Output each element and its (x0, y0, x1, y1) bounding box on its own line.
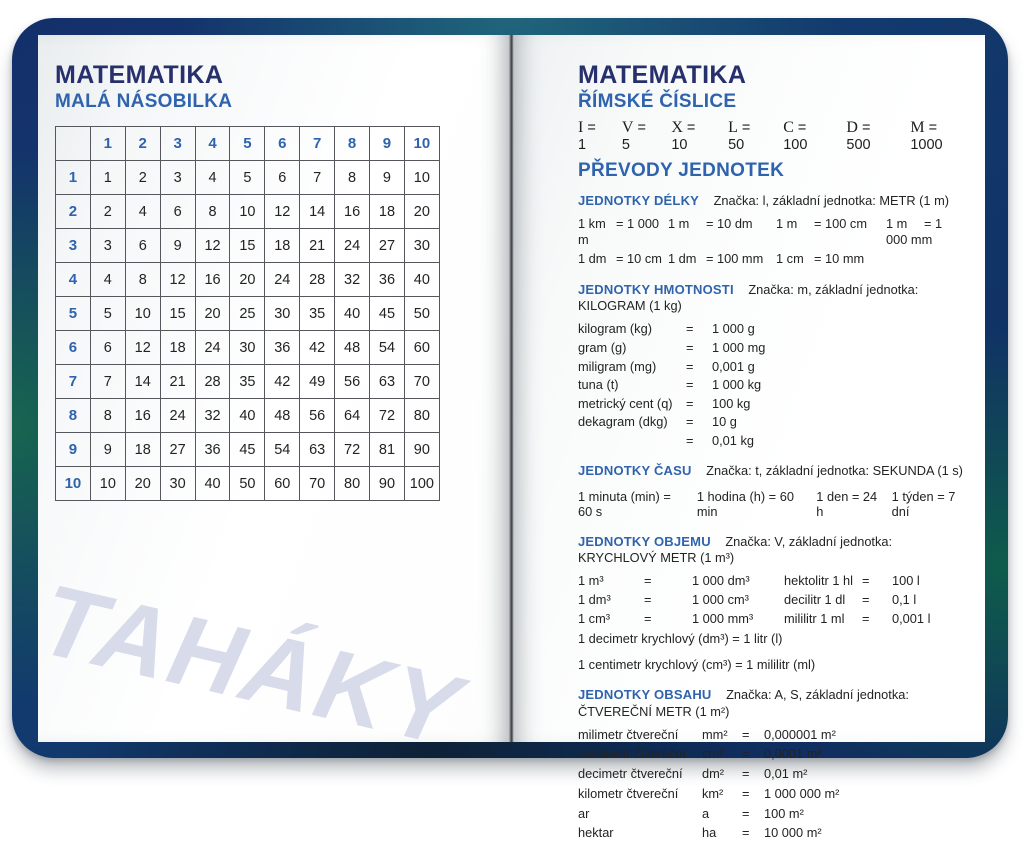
mult-cell: 36 (265, 331, 300, 365)
mult-cell: 16 (195, 263, 230, 297)
roman-numerals-line (578, 119, 967, 153)
mult-cell: 42 (300, 331, 335, 365)
area-value: 10 000 m² (764, 825, 822, 841)
mult-cell: 21 (160, 365, 195, 399)
mult-cell: 2 (90, 195, 125, 229)
mult-col-header: 2 (125, 127, 160, 161)
mult-cell: 27 (370, 229, 405, 263)
volume-conversions (578, 574, 967, 626)
length-pair (886, 216, 967, 248)
volume-value: 100 l (892, 573, 920, 589)
mult-cell: 12 (195, 229, 230, 263)
area-value: 100 m² (764, 805, 804, 821)
section-heading: JEDNOTKY ČASU (578, 462, 692, 478)
area-value: 0,0001 m² (764, 746, 822, 762)
mult-cell: 9 (370, 161, 405, 195)
mult-cell: 10 (90, 467, 125, 501)
mult-cell: 90 (370, 467, 405, 501)
roman-value: = 10 (671, 120, 696, 153)
equals-sign: = (742, 785, 750, 801)
mult-cell: 8 (125, 263, 160, 297)
equals-sign: = (742, 746, 750, 762)
mass-value: 1 000 kg (712, 377, 762, 393)
mult-cell: 42 (265, 365, 300, 399)
roman-item (578, 119, 605, 153)
mult-cell: 16 (335, 195, 370, 229)
page-right (514, 35, 985, 841)
section-time (578, 463, 967, 519)
mult-cell: 10 (125, 297, 160, 331)
length-unit: 1 km (578, 216, 606, 232)
mass-value: 1 000 g (712, 321, 755, 337)
section-area (578, 687, 967, 840)
mult-col-header: 9 (370, 127, 405, 161)
section-length-head (578, 193, 967, 209)
equals-sign: = (686, 358, 694, 374)
page-left (30, 35, 509, 769)
equals-sign: = (742, 825, 750, 841)
mass-name: miligram (mg) (578, 358, 657, 374)
volume-extra-line: 1 decimetr krychlový (dm³) = 1 litr (l) (578, 631, 783, 647)
mult-cell: 16 (125, 399, 160, 433)
mult-cell: 63 (300, 433, 335, 467)
length-unit: 1 cm (776, 251, 804, 267)
mult-cell: 20 (195, 297, 230, 331)
volume-unit: decilitr 1 dl (784, 592, 846, 608)
equals-sign: = (862, 573, 870, 589)
area-symbol: mm² (702, 726, 728, 742)
mult-cell: 30 (404, 229, 439, 263)
mult-cell: 15 (230, 229, 265, 263)
mult-cell: 32 (195, 399, 230, 433)
equals-sign: = (686, 321, 694, 337)
table-row (56, 399, 440, 433)
length-unit: 1 m (668, 216, 690, 232)
mult-cell: 81 (370, 433, 405, 467)
table-row (56, 229, 440, 263)
section-time-head (578, 463, 967, 479)
roman-item (671, 119, 711, 153)
mult-col-header: 5 (230, 127, 265, 161)
length-pair (668, 216, 776, 248)
mult-cell: 5 (90, 297, 125, 331)
mass-name: metrický cent (q) (578, 395, 673, 411)
mult-cell: 14 (125, 365, 160, 399)
mult-cell: 64 (335, 399, 370, 433)
mult-cell: 100 (404, 467, 439, 501)
mult-cell: 18 (125, 433, 160, 467)
mass-name: dekagram (dkg) (578, 414, 668, 430)
table-header-row (56, 127, 440, 161)
mult-cell: 70 (404, 365, 439, 399)
length-value: = 10 mm (814, 251, 865, 267)
mult-cell: 24 (335, 229, 370, 263)
mult-cell: 48 (335, 331, 370, 365)
mult-cell: 24 (195, 331, 230, 365)
section-volume-head (578, 534, 967, 566)
mult-row-header: 5 (56, 297, 91, 331)
area-symbol: dm² (702, 766, 725, 782)
table-row (56, 433, 440, 467)
mult-cell: 18 (160, 331, 195, 365)
area-name: decimetr čtvereční (578, 766, 683, 782)
watermark-text: TAHÁKY (30, 563, 472, 769)
equals-sign: = (686, 432, 694, 448)
length-unit: 1 dm (668, 251, 697, 267)
section-area-head (578, 687, 967, 719)
mult-cell: 20 (230, 263, 265, 297)
roman-symbol: L (728, 119, 738, 136)
section-note: Značka: t, základní jednotka: SEKUNDA (1 s) (706, 462, 963, 478)
equals-sign: = (644, 610, 652, 626)
mult-cell: 32 (335, 263, 370, 297)
mult-row-header: 6 (56, 331, 91, 365)
volume-value: 0,1 l (892, 592, 917, 608)
mass-value: 1 000 mg (712, 340, 766, 355)
mult-col-header: 3 (160, 127, 195, 161)
mult-row-header: 4 (56, 263, 91, 297)
volume-value: 1 000 mm³ (692, 610, 754, 626)
length-value: = 10 cm (616, 251, 662, 267)
area-symbol: km² (702, 785, 724, 801)
mult-cell: 30 (230, 331, 265, 365)
mult-col-header: 8 (335, 127, 370, 161)
mult-cell: 8 (195, 195, 230, 229)
mult-cell: 30 (160, 467, 195, 501)
mult-cell: 30 (265, 297, 300, 331)
mult-cell: 8 (335, 161, 370, 195)
length-pair (668, 251, 776, 267)
page-right-content (514, 35, 985, 841)
mult-cell: 27 (160, 433, 195, 467)
mult-row-header: 3 (56, 229, 91, 263)
section-note: Značka: V, základní jednotka: KRYCHLOVÝ METR (1 m³) (578, 534, 893, 566)
mult-cell: 35 (230, 365, 265, 399)
area-symbol: a (702, 805, 710, 821)
length-pair (578, 251, 668, 267)
conversions-title: PŘEVODY JEDNOTEK (578, 160, 785, 181)
mult-cell: 6 (90, 331, 125, 365)
mult-cell: 70 (300, 467, 335, 501)
mult-cell: 60 (404, 331, 439, 365)
mult-cell: 9 (160, 229, 195, 263)
section-heading: JEDNOTKY OBSAHU (578, 687, 712, 703)
mult-cell: 28 (300, 263, 335, 297)
roman-item (728, 119, 766, 153)
right-page-title: MATEMATIKA (578, 61, 747, 89)
mult-cell: 3 (90, 229, 125, 263)
notebook-cover (12, 18, 1008, 841)
length-value: = 100 mm (706, 251, 764, 267)
mult-cell: 21 (300, 229, 335, 263)
equals-sign: = (644, 592, 652, 608)
length-value: = 10 dm (706, 216, 753, 232)
area-name: hektar (578, 825, 614, 841)
roman-item (910, 119, 967, 153)
mult-cell: 15 (160, 297, 195, 331)
length-pair (776, 216, 886, 248)
mult-cell: 6 (160, 195, 195, 229)
roman-symbol: X (671, 119, 683, 136)
mass-value: 0,001 g (712, 358, 755, 374)
volume-extra-line: 1 centimetr krychlový (cm³) = 1 mililitr (ml) (578, 657, 816, 673)
equals-sign: = (686, 377, 694, 393)
table-row (56, 195, 440, 229)
area-value: 1 000 000 m² (764, 785, 840, 801)
time-conversions (578, 489, 967, 519)
mult-cell: 2 (125, 161, 160, 195)
mult-cell: 50 (230, 467, 265, 501)
equals-sign: = (686, 395, 694, 411)
mult-cell: 10 (230, 195, 265, 229)
mult-cell: 28 (195, 365, 230, 399)
roman-value: = 5 (621, 120, 646, 153)
roman-symbol: V (621, 119, 634, 136)
page-left-content (30, 35, 509, 769)
roman-item (622, 119, 654, 153)
mult-col-header: 6 (265, 127, 300, 161)
mult-cell: 90 (404, 433, 439, 467)
roman-value: = 500 (846, 120, 871, 153)
table-row (56, 331, 440, 365)
mult-cell: 4 (195, 161, 230, 195)
mult-cell: 8 (90, 399, 125, 433)
mult-cell: 54 (265, 433, 300, 467)
mult-cell: 50 (404, 297, 439, 331)
length-value: = 1 000 m (578, 216, 660, 248)
left-page-subtitle: MALÁ NÁSOBILKA (55, 91, 233, 112)
volume-value: 1 000 cm³ (692, 592, 749, 608)
mult-cell: 7 (90, 365, 125, 399)
section-heading: JEDNOTKY DÉLKY (578, 193, 700, 208)
mult-row-header: 7 (56, 365, 91, 399)
area-name: kilometr čtvereční (578, 785, 679, 801)
roman-value: = 100 (783, 120, 808, 153)
table-row (56, 467, 440, 501)
length-unit: 1 dm (578, 251, 607, 267)
mult-cell: 25 (230, 297, 265, 331)
time-item: 1 týden = 7 dní (891, 489, 956, 520)
equals-sign: = (742, 766, 750, 782)
mult-row-header: 8 (56, 399, 91, 433)
equals-sign: = (686, 414, 694, 430)
mult-cell: 40 (195, 467, 230, 501)
roman-symbol: C (783, 119, 794, 136)
equals-sign: = (742, 805, 750, 821)
mult-cell: 80 (404, 399, 439, 433)
mult-col-header: 7 (300, 127, 335, 161)
length-pair (578, 216, 668, 248)
section-heading: JEDNOTKY OBJEMU (578, 534, 711, 550)
length-unit: 1 m (776, 216, 798, 232)
area-symbol: cm² (702, 746, 724, 762)
equals-sign: = (862, 610, 870, 626)
mult-cell: 5 (230, 161, 265, 195)
mult-cell: 3 (160, 161, 195, 195)
mult-col-header: 4 (195, 127, 230, 161)
mult-col-header: 10 (404, 127, 439, 161)
volume-unit: hektolitr 1 hl (784, 573, 853, 589)
mult-cell: 4 (125, 195, 160, 229)
mass-value: 10 g (712, 414, 737, 430)
time-item: 1 hodina (h) = 60 min (696, 489, 794, 520)
mult-cell: 54 (370, 331, 405, 365)
section-note: Značka: l, základní jednotka: METR (1 m) (713, 193, 949, 208)
section-note: Značka: m, základní jednotka: KILOGRAM (1 kg) (578, 282, 919, 314)
mult-cell: 12 (265, 195, 300, 229)
equals-sign: = (862, 592, 870, 608)
mult-cell: 20 (125, 467, 160, 501)
mult-cell: 60 (265, 467, 300, 501)
mult-cell: 6 (265, 161, 300, 195)
mult-cell: 4 (90, 263, 125, 297)
mult-cell: 1 (90, 161, 125, 195)
equals-sign: = (644, 573, 652, 589)
right-page-subtitle: ŘÍMSKÉ ČÍSLICE (578, 91, 737, 112)
mass-value: 0,01 kg (712, 432, 754, 448)
volume-unit: 1 dm³ (578, 592, 611, 608)
area-name: milimetr čtvereční (578, 726, 679, 742)
length-value: = 1 000 mm (886, 216, 943, 248)
section-length (578, 193, 967, 267)
multiplication-table (55, 126, 440, 501)
mult-cell: 36 (195, 433, 230, 467)
mult-cell: 45 (230, 433, 265, 467)
mult-cell: 49 (300, 365, 335, 399)
roman-value: = 50 (728, 120, 751, 153)
mass-conversions (578, 322, 967, 447)
section-heading: JEDNOTKY HMOTNOSTI (578, 282, 734, 298)
roman-value: = 1000 (910, 120, 943, 153)
mult-cell: 24 (160, 399, 195, 433)
roman-symbol: I (578, 119, 584, 136)
mult-row-header: 9 (56, 433, 91, 467)
length-conversions (578, 216, 967, 267)
mult-cell: 18 (265, 229, 300, 263)
mult-cell: 14 (300, 195, 335, 229)
volume-unit: 1 m³ (578, 573, 604, 589)
mult-cell: 40 (404, 263, 439, 297)
roman-item (783, 119, 829, 153)
length-pair (776, 251, 886, 267)
roman-value: = 1 (578, 120, 596, 153)
mult-corner-cell (56, 127, 91, 161)
length-unit: 1 m (886, 216, 908, 232)
area-name: centimetr čtvereční (578, 746, 687, 762)
section-mass (578, 282, 967, 448)
mult-col-header: 1 (90, 127, 125, 161)
volume-value: 0,001 l (892, 610, 931, 626)
mult-cell: 6 (125, 229, 160, 263)
table-row (56, 297, 440, 331)
mult-cell: 45 (370, 297, 405, 331)
mult-cell: 20 (404, 195, 439, 229)
length-value: = 100 cm (814, 216, 867, 232)
mult-row-header: 10 (56, 467, 91, 501)
mult-cell: 72 (335, 433, 370, 467)
area-name: ar (578, 805, 590, 821)
mult-cell: 56 (335, 365, 370, 399)
left-page-title: MATEMATIKA (55, 61, 224, 89)
volume-value: 1 000 dm³ (692, 573, 750, 589)
table-row (56, 263, 440, 297)
roman-symbol: D (846, 119, 858, 136)
area-symbol: ha (702, 825, 717, 841)
mass-name (578, 434, 686, 448)
section-note: Značka: A, S, základní jednotka: ČTVEREČNÍ METR (1 m²) (578, 687, 909, 719)
mult-cell: 63 (370, 365, 405, 399)
time-item: 1 den = 24 h (816, 489, 878, 520)
table-row (56, 161, 440, 195)
open-pages (30, 35, 985, 841)
mult-cell: 10 (404, 161, 439, 195)
mult-row-header: 2 (56, 195, 91, 229)
mult-cell: 35 (300, 297, 335, 331)
mult-cell: 40 (335, 297, 370, 331)
mass-name: tuna (t) (578, 377, 619, 393)
volume-unit: 1 cm³ (578, 610, 610, 626)
mult-cell: 72 (370, 399, 405, 433)
area-value: 0,01 m² (764, 766, 808, 782)
mult-cell: 24 (265, 263, 300, 297)
table-row (56, 365, 440, 399)
equals-sign: = (686, 340, 694, 355)
roman-item (846, 119, 893, 153)
mass-name: kilogram (kg) (578, 321, 652, 337)
mult-row-header: 1 (56, 161, 91, 195)
mult-cell: 12 (160, 263, 195, 297)
mult-cell: 7 (300, 161, 335, 195)
area-value: 0,000001 m² (764, 726, 836, 742)
mult-cell: 18 (370, 195, 405, 229)
time-item: 1 minuta (min) = 60 s (578, 489, 671, 520)
mult-cell: 36 (370, 263, 405, 297)
roman-symbol: M (910, 119, 925, 136)
equals-sign: = (742, 726, 750, 742)
mult-cell: 12 (125, 331, 160, 365)
mult-cell: 80 (335, 467, 370, 501)
section-mass-head (578, 282, 967, 314)
volume-unit: mililitr 1 ml (784, 610, 845, 626)
mult-cell: 9 (90, 433, 125, 467)
mult-cell: 48 (265, 399, 300, 433)
mult-cell: 56 (300, 399, 335, 433)
mult-cell: 40 (230, 399, 265, 433)
area-conversions (578, 728, 967, 841)
mass-value: 100 kg (712, 395, 751, 411)
mass-name: gram (g) (578, 340, 627, 355)
section-volume (578, 534, 967, 672)
